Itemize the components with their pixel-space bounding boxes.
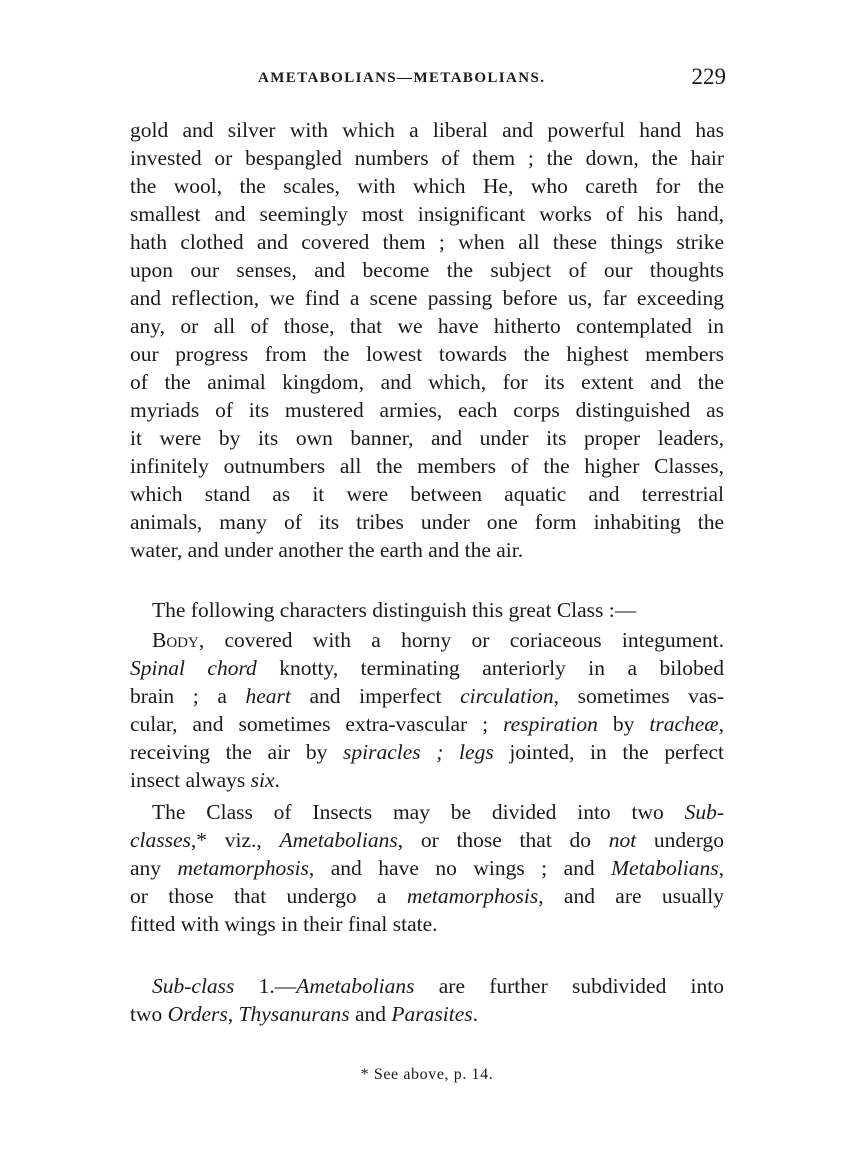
text-line: our progress from the lowest towards the highest members bbox=[130, 342, 724, 366]
text-line: infinitely outnumbers all the members of the higher Classes, bbox=[130, 454, 724, 478]
text-line: the wool, the scales, with which He, who careth for the bbox=[130, 174, 724, 198]
text-line: any, or all of those, that we have hitherto contemplated in bbox=[130, 314, 724, 338]
text-line: hath clothed and covered them ; when all these things strike bbox=[130, 230, 724, 254]
text-line: smallest and seemingly most insignificant works of his hand, bbox=[130, 202, 724, 226]
text-line: gold and silver with which a liberal and powerful hand has bbox=[130, 118, 724, 142]
text-line: receiving the air by spiracles ; legs jointed, in the perfect bbox=[130, 740, 724, 764]
text-line: fitted with wings in their final state. bbox=[130, 912, 438, 936]
running-title: AMETABOLIANS—METABOLIANS. bbox=[258, 70, 546, 86]
text-line: insect always six. bbox=[130, 768, 280, 792]
text-line: water, and under another the earth and the air. bbox=[130, 538, 524, 562]
text-line: it were by its own banner, and under its proper leaders, bbox=[130, 426, 724, 450]
text-line: cular, and sometimes extra-vascular ; respiration by tracheæ, bbox=[130, 712, 725, 736]
text-line: invested or bespangled numbers of them ; the down, the hair bbox=[130, 146, 724, 170]
text-line: two Orders, Thysanurans and Parasites. bbox=[130, 1002, 479, 1026]
text-line: The Class of Insects may be divided into two Sub- bbox=[152, 800, 724, 824]
text-line: myriads of its mustered armies, each corps distinguished as bbox=[130, 398, 724, 422]
text-line: Body, covered with a horny or coriaceous integument. bbox=[152, 628, 724, 652]
text-line: of the animal kingdom, and which, for its extent and the bbox=[130, 370, 724, 394]
text-line: or those that undergo a metamorphosis, and are usually bbox=[130, 884, 724, 908]
page-number: 229 bbox=[691, 64, 726, 89]
text-line: classes,* viz., Ametabolians, or those that do not undergo bbox=[130, 828, 724, 852]
text-line: and reflection, we find a scene passing before us, far exceeding bbox=[130, 286, 724, 310]
text-line: animals, many of its tribes under one form inhabiting the bbox=[130, 510, 724, 534]
text-line: Sub-class 1.—Ametabolians are further subdivided into bbox=[152, 974, 724, 998]
text-line: brain ; a heart and imperfect circulation, sometimes vas- bbox=[130, 684, 724, 708]
text-line: Spinal chord knotty, terminating anteriorly in a bilobed bbox=[130, 656, 725, 680]
text-line: The following characters distinguish this great Class :— bbox=[152, 598, 637, 622]
text-line: which stand as it were between aquatic and terrestrial bbox=[130, 482, 724, 506]
text-line: upon our senses, and become the subject of our thoughts bbox=[130, 258, 724, 282]
running-head bbox=[130, 66, 726, 96]
text-line: any metamorphosis, and have no wings ; and Metabolians, bbox=[130, 856, 724, 880]
footnote: * See above, p. 14. bbox=[360, 1066, 494, 1083]
